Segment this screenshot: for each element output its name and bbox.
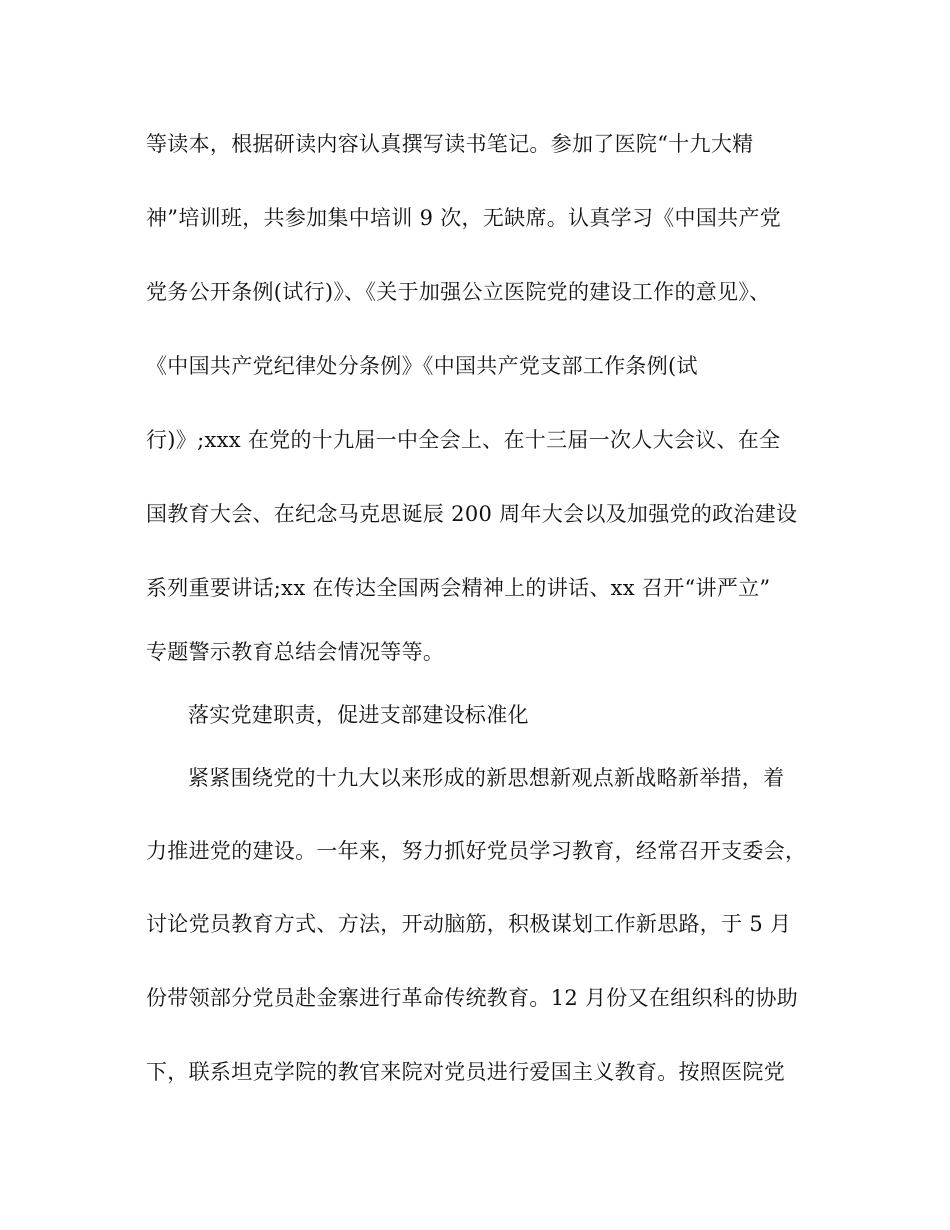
body-text-line: 力推进党的建设。一年来，努力抓好党员学习教育，经常召开支委会，	[146, 839, 807, 863]
body-text-line: 《中国共产党纪律处分条例》《中国共产党支部工作条例(试	[146, 354, 698, 378]
paragraph-first-line: 紧紧围绕党的十九大以来形成的新思想新观点新战略新举措，着	[188, 766, 785, 790]
body-text-line: 系列重要讲话;xx 在传达全国两会精神上的讲话、xx 召开“讲严立”	[146, 576, 771, 600]
body-text-line: 专题警示教育总结会情况等等。	[146, 640, 445, 664]
body-text-line: 国教育大会、在纪念马克思诞辰 200 周年大会以及加强党的政治建设	[146, 502, 798, 526]
body-text-line: 党务公开条例(试行)》、《关于加强公立医院党的建设工作的意见》、	[146, 280, 771, 304]
body-text-line: 行)》;xxx 在党的十九届一中全会上、在十三届一次人大会议、在全	[146, 428, 781, 452]
body-text-line: 下，联系坦克学院的教官来院对党员进行爱国主义教育。按照医院党	[146, 1060, 785, 1084]
section-heading: 落实党建职责，促进支部建设标准化	[188, 703, 529, 727]
body-text-line: 讨论党员教育方式、方法，开动脑筋，积极谋划工作新思路，于 5 月	[146, 912, 792, 936]
body-text-line: 等读本，根据研读内容认真撰写读书笔记。参加了医院“十九大精	[146, 132, 754, 156]
body-text-line: 神”培训班，共参加集中培训 9 次，无缺席。认真学习《中国共产党	[146, 206, 782, 230]
body-text-line: 份带领部分党员赴金寨进行革命传统教育。12 月份又在组织科的协助	[146, 986, 798, 1010]
